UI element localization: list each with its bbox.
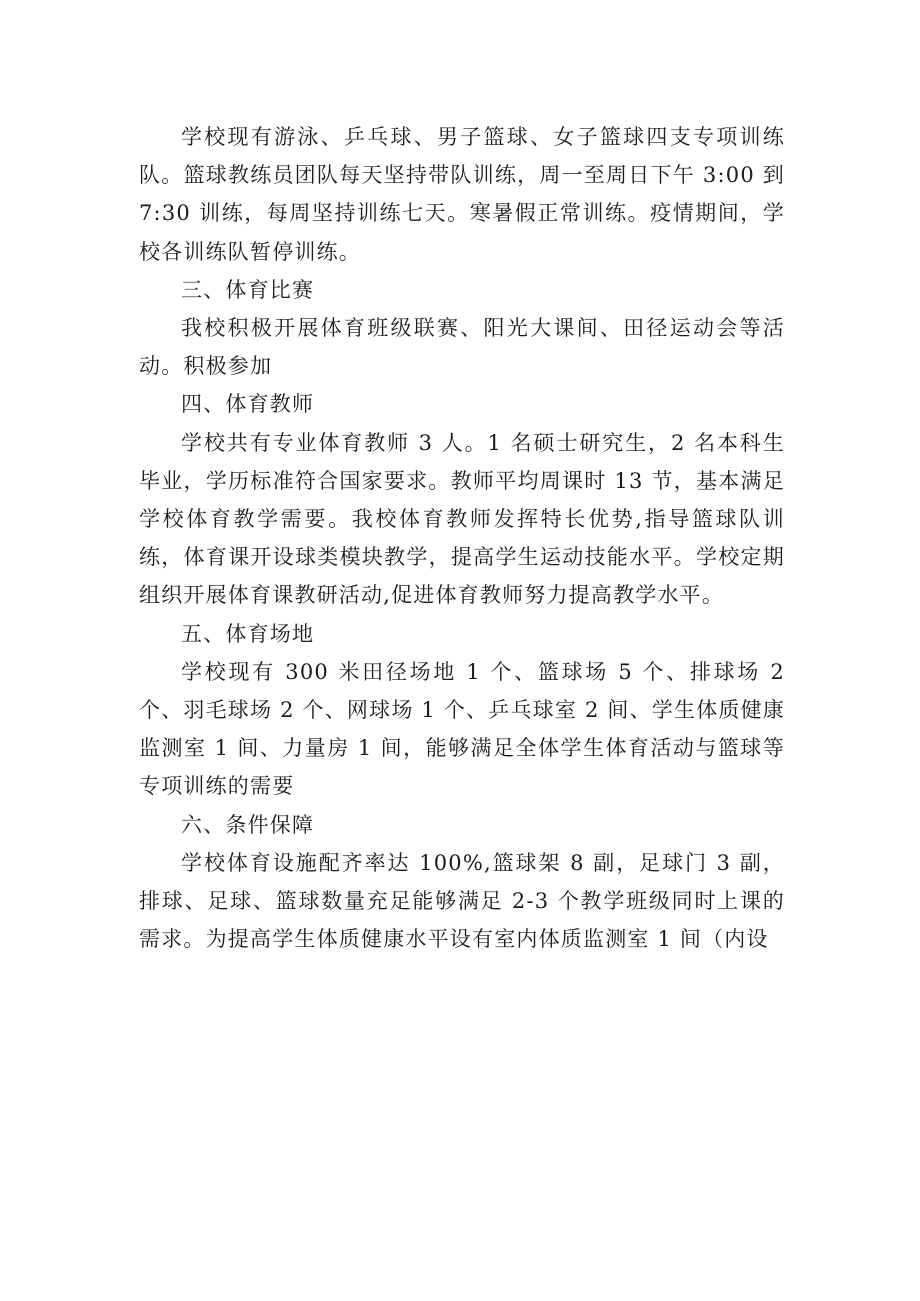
paragraph-training-teams: 学校现有游泳、乒乓球、男子篮球、女子篮球四支专项训练队。篮球教练员团队每天坚持带队训练，周一至周日下午 3:00 到 7:30 训练，每周坚持训练七天。寒暑假正常训练。疫情期间，学校各训练队暂停训练。 (139, 125, 785, 264)
paragraph-conditions: 学校体育设施配齐率达 100%,篮球架 8 副，足球门 3 副，排球、足球、篮球数量充足能够满足 2-3 个教学班级同时上课的需求。为提高学生体质健康水平设有室内体质监测室 1 间（内设 (139, 850, 785, 952)
paragraph-competitions: 我校积极开展体育班级联赛、阳光大课间、田径运动会等活动。积极参加 (139, 316, 785, 379)
paragraph-teachers: 学校共有专业体育教师 3 人。1 名硕士研究生，2 名本科生毕业，学历标准符合国家要求。教师平均周课时 13 节，基本满足学校体育教学需要。我校体育教师发挥特长优势,指导篮球队训练，体育课开设球类模块教学，提高学生运动技能水平。学校定期组织开展体育课教研活动,促进体育教师努力提高教学水平。 (139, 430, 785, 608)
heading-sports-venues: 五、体育场地 (181, 621, 315, 646)
paragraph-venues: 学校现有 300 米田径场地 1 个、篮球场 5 个、排球场 2 个、羽毛球场 2 个、网球场 1 个、乒乓球室 2 间、学生体质健康监测室 1 间、力量房 1 间，能够满足全体学生体育活动与篮球等专项训练的需要 (139, 659, 785, 799)
document-body (139, 118, 785, 958)
heading-conditions: 六、条件保障 (181, 812, 315, 837)
heading-pe-teachers: 四、体育教师 (181, 392, 315, 417)
heading-sports-competitions: 三、体育比赛 (181, 277, 315, 302)
